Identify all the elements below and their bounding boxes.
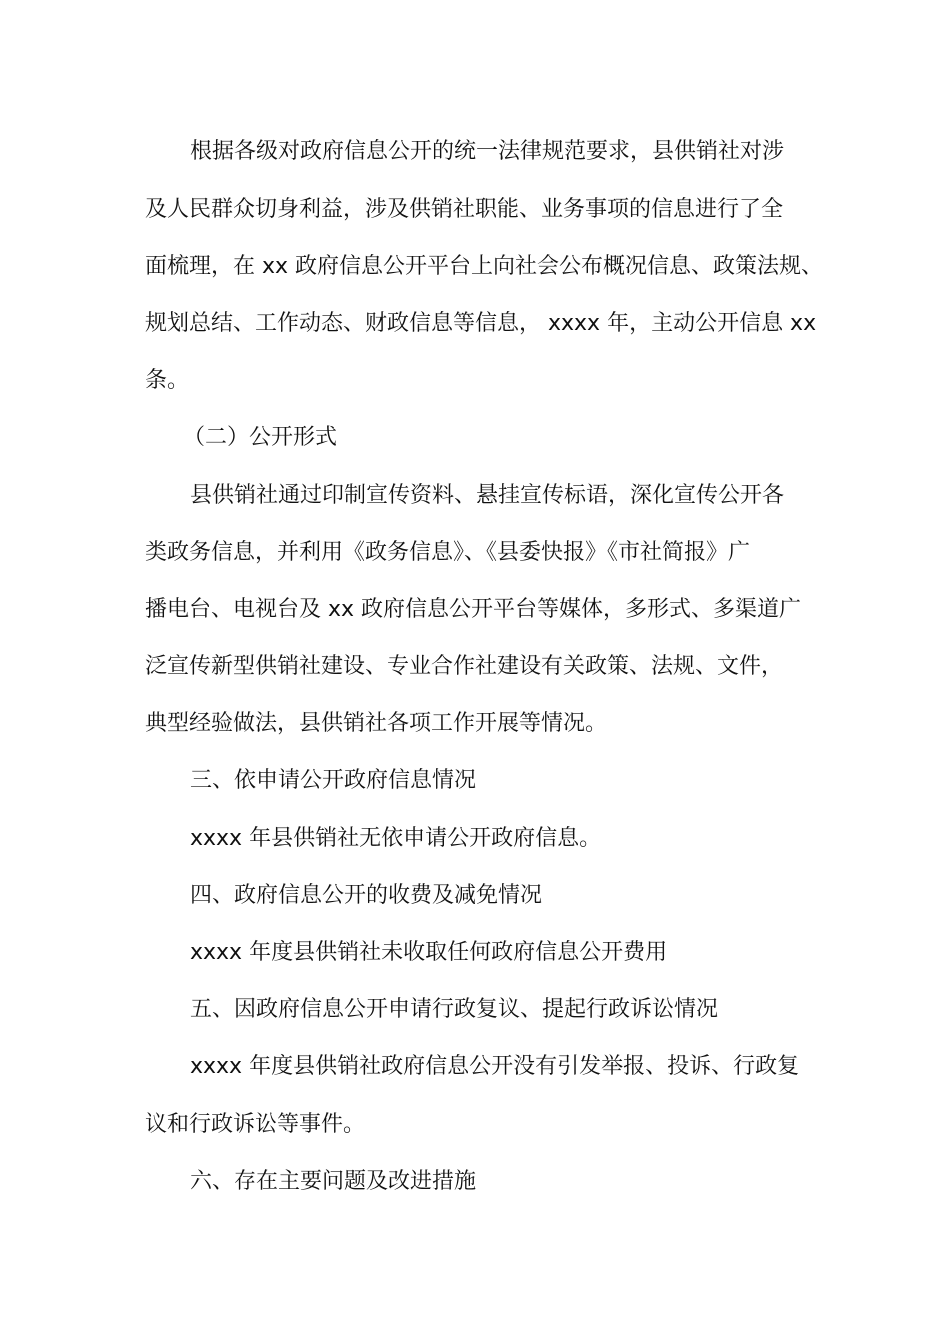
paragraph-line: 及人民群众切身利益，涉及供销社职能、业务事项的信息进行了全 <box>145 197 784 222</box>
section-heading: 三、依申请公开政府信息情况 <box>190 768 477 793</box>
section-heading: 六、存在主要问题及改进措施 <box>190 1169 477 1194</box>
section-heading: 五、因政府信息公开申请行政复议、提起行政诉讼情况 <box>190 997 719 1022</box>
section-heading: 四、政府信息公开的收费及减免情况 <box>190 883 543 908</box>
paragraph-line: 根据各级对政府信息公开的统一法律规范要求，县供销社对涉 <box>190 139 785 164</box>
paragraph-line: 泛宣传新型供销社建设、专业合作社建设有关政策、法规、文件， <box>145 654 784 679</box>
paragraph-line: 类政务信息，并利用《政务信息》、《县委快报》《市社简报》广 <box>145 540 751 565</box>
paragraph-line: 典型经验做法，县供销社各项工作开展等情况。 <box>145 711 608 736</box>
paragraph-line: 议和行政诉讼等事件。 <box>145 1112 366 1137</box>
paragraph-line: 条。 <box>145 368 190 393</box>
paragraph-line: 播电台、电视台及 xx 政府信息公开平台等媒体，多形式、多渠道广 <box>145 597 802 622</box>
section-heading: （二）公开形式 <box>183 425 338 450</box>
paragraph-line: xxxx 年度县供销社政府信息公开没有引发举报、投诉、行政复 <box>190 1054 800 1079</box>
paragraph-line: xxxx 年县供销社无依申请公开政府信息。 <box>190 826 602 851</box>
paragraph-line: 面梳理，在 xx 政府信息公开平台上向社会公布概况信息、政策法规、 <box>145 254 824 279</box>
paragraph-line: 县供销社通过印制宣传资料、悬挂宣传标语，深化宣传公开各 <box>190 483 785 508</box>
paragraph-line: xxxx 年度县供销社未收取任何政府信息公开费用 <box>190 940 668 965</box>
paragraph-line: 规划总结、工作动态、财政信息等信息， xxxx 年，主动公开信息 xx <box>145 311 817 336</box>
